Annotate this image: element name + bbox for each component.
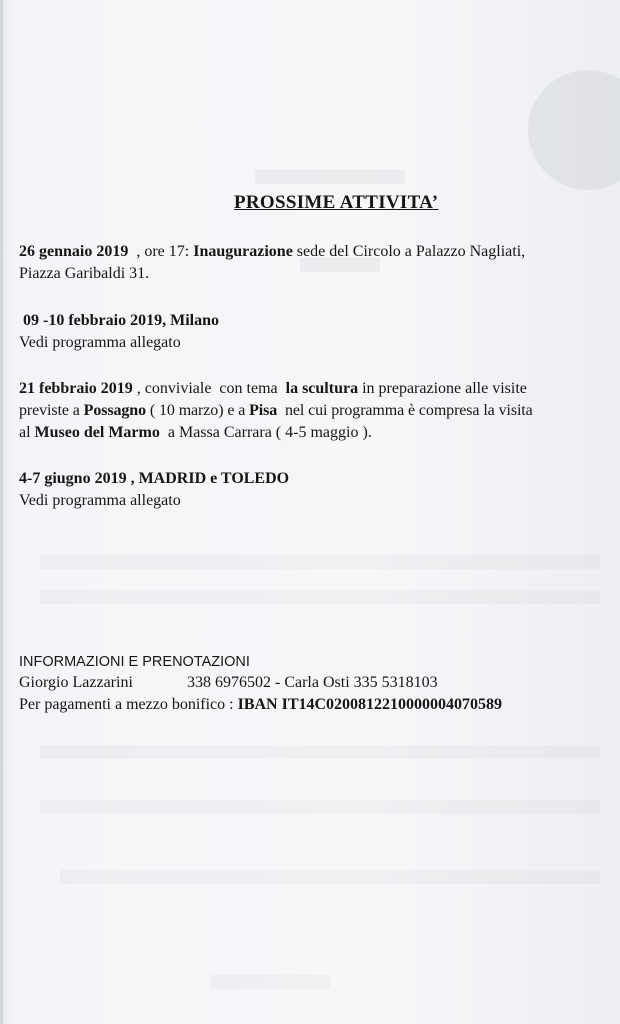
event1-line1 [19, 242, 525, 262]
info-contact-name: Giorgio Lazzarini [19, 674, 133, 691]
event3-l3-b: a Massa Carrara ( 4-5 maggio ). [159, 424, 372, 441]
event3-l2-b: ( 10 marzo) e a [145, 402, 250, 419]
info-payment-label: Per pagamenti a mezzo bonifico : [19, 696, 238, 713]
event1-highlight: Inaugurazione [193, 243, 293, 260]
event3-line1 [19, 379, 527, 399]
event1-location-text: sede del Circolo a Palazzo Nagliati, [292, 243, 526, 260]
bleed-through-shadow [255, 170, 405, 184]
bleed-through-shadow [60, 870, 600, 884]
left-page-edge [0, 0, 3, 1024]
event3-l3-a: al [19, 424, 35, 441]
event3-place2: Pisa [249, 402, 278, 419]
event4-date-place [19, 469, 289, 489]
bleed-through-shadow [40, 745, 600, 759]
event3-museum: Museo del Marmo [34, 424, 160, 441]
event3-l2-c: nel cui programma è compresa la visita [277, 402, 533, 419]
info-iban: IBAN IT14C0200812210000004070589 [237, 696, 503, 713]
bleed-through-shadow [210, 975, 330, 989]
info-payment [19, 695, 502, 715]
info-contact-phones: 338 6976502 - Carla Osti 335 5318103 [187, 674, 438, 691]
event2-note: Vedi programma allegato [19, 334, 181, 351]
event3-l2-a: previste a [19, 402, 84, 419]
event1-date: 26 gennaio 2019 [19, 243, 129, 260]
event4-date-place-text: 4-7 giugno 2019 , MADRID e TOLEDO [19, 470, 290, 487]
event3-place1: Possagno [83, 402, 146, 419]
event3-topic: la scultura [285, 380, 359, 397]
event3-line3 [19, 423, 372, 443]
event4-note: Vedi programma allegato [19, 492, 181, 509]
event3-line2 [19, 401, 533, 421]
event2-date-place [19, 311, 219, 331]
event2-date-place-text: 09 -10 febbraio 2019, Milano [19, 312, 219, 329]
event1-line2: Piazza Garibaldi 31. [19, 265, 150, 282]
bleed-through-shadow [40, 590, 600, 604]
event1-time-text: , ore 17: [128, 243, 194, 260]
page-title: PROSSIME ATTIVITA’ [234, 192, 439, 213]
info-heading: INFORMAZIONI E PRENOTAZIONI [19, 654, 250, 670]
event3-text-a: , conviviale con tema [132, 380, 286, 397]
bleed-through-shadow [40, 555, 600, 569]
event3-date: 21 febbraio 2019 [19, 380, 133, 397]
bleed-through-shadow [40, 800, 600, 814]
event3-text-b: in preparazione alle visite [358, 380, 527, 397]
